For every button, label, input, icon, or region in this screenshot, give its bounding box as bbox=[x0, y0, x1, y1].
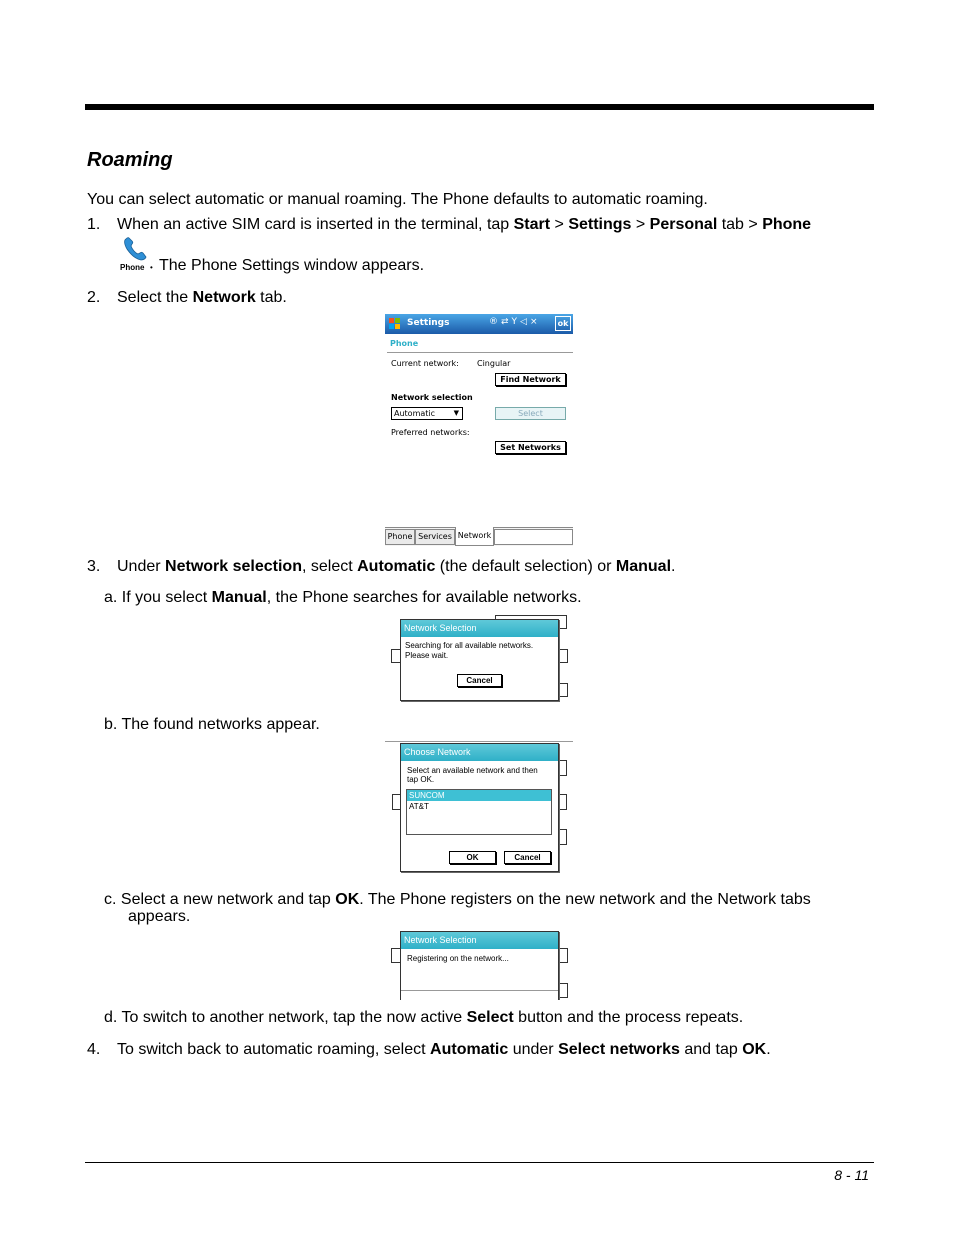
cancel-button[interactable]: Cancel bbox=[504, 851, 551, 864]
tab-network[interactable]: Network bbox=[455, 527, 494, 546]
registering-message: Registering on the network... bbox=[407, 954, 509, 963]
phone-section-label: Phone bbox=[390, 339, 419, 348]
bg-select-stub bbox=[558, 948, 568, 963]
step-4-number: 4. bbox=[87, 1041, 101, 1058]
ok-button[interactable]: OK bbox=[449, 851, 496, 864]
select-button[interactable]: Select bbox=[495, 407, 566, 420]
dialog-title: Network Selection bbox=[401, 932, 558, 949]
bg-setnet-stub bbox=[558, 983, 568, 998]
step-1-text: When an active SIM card is inserted in the terminal, tap Start > Settings > Personal tab > Phone bbox=[117, 216, 812, 233]
searching-message-1: Searching for all available networks. bbox=[405, 641, 534, 650]
instruction-line-1: Select an available network and then bbox=[407, 766, 538, 775]
substep-c-text-line2: appears. bbox=[128, 908, 191, 925]
tab-services[interactable]: Services bbox=[415, 529, 455, 545]
tab-phone[interactable]: Phone bbox=[385, 529, 415, 545]
searching-screenshot bbox=[388, 613, 572, 703]
chevron-down-icon: ▼ bbox=[453, 409, 459, 417]
phone-handset-icon bbox=[122, 236, 152, 262]
substep-c-text: c. Select a new network and tap OK. The Phone registers on the new network and the Network tabs bbox=[104, 891, 811, 908]
network-list bbox=[406, 789, 552, 835]
bg-setnet-stub bbox=[558, 683, 568, 697]
divider bbox=[387, 352, 573, 353]
instruction-line-2: tap OK. bbox=[407, 775, 435, 784]
bottom-rule bbox=[85, 1162, 874, 1163]
searching-message-2: Please wait. bbox=[405, 651, 449, 660]
list-item-suncom[interactable]: SUNCOM bbox=[407, 790, 551, 801]
settings-title: Settings bbox=[407, 318, 450, 328]
current-network-value: Cingular bbox=[477, 359, 511, 368]
substep-b-text: b. The found networks appear. bbox=[104, 716, 320, 733]
network-selection-dropdown[interactable]: Automatic ▼ bbox=[391, 407, 463, 420]
choose-network-screenshot bbox=[385, 740, 573, 874]
registering-screenshot bbox=[388, 928, 572, 1000]
step-3-number: 3. bbox=[87, 558, 101, 575]
choose-network-dialog bbox=[400, 743, 559, 872]
phone-icon-label: Phone bbox=[120, 263, 145, 272]
network-selection-label: Network selection bbox=[391, 393, 473, 402]
preferred-networks-label: Preferred networks: bbox=[391, 428, 470, 437]
network-selection-dialog bbox=[400, 619, 559, 701]
step-1-number: 1. bbox=[87, 216, 101, 233]
page-number: 8 - 11 bbox=[834, 1167, 869, 1183]
current-network-label: Current network: bbox=[391, 359, 459, 368]
settings-title-bar bbox=[385, 314, 573, 334]
dialog-title: Choose Network bbox=[401, 744, 558, 761]
tab-bar bbox=[385, 527, 573, 546]
intro-paragraph: You can select automatic or manual roaming. The Phone defaults to automatic roaming. bbox=[87, 191, 708, 208]
dialog-divider bbox=[401, 990, 558, 991]
find-network-button[interactable]: Find Network bbox=[495, 373, 566, 386]
phone-settings-screenshot bbox=[385, 314, 573, 546]
section-title: Roaming bbox=[87, 149, 173, 171]
step-2-text: Select the Network tab. bbox=[117, 289, 287, 306]
tab-bar-empty bbox=[494, 529, 573, 545]
step-2-number: 2. bbox=[87, 289, 101, 306]
bg-select-stub bbox=[558, 649, 568, 663]
phone-app-icon bbox=[118, 236, 156, 274]
phone-icon-dot: • bbox=[150, 263, 153, 272]
bg-divider bbox=[385, 741, 573, 742]
set-networks-button[interactable]: Set Networks bbox=[495, 441, 566, 454]
top-rule bbox=[85, 104, 874, 110]
substep-d-text: d. To switch to another network, tap the now active Select button and the process repeats. bbox=[104, 1009, 744, 1026]
cancel-button[interactable]: Cancel bbox=[457, 674, 502, 687]
ok-button[interactable]: ok bbox=[555, 316, 571, 331]
status-icons: ®⇄Y◁× bbox=[489, 317, 541, 327]
step-1-result: The Phone Settings window appears. bbox=[159, 257, 425, 274]
substep-a-text: a. If you select Manual, the Phone searches for available networks. bbox=[104, 589, 582, 606]
network-selection-dialog bbox=[400, 931, 559, 1000]
list-item-att[interactable]: AT&T bbox=[409, 802, 429, 811]
step-3-text: Under Network selection, select Automatic (the default selection) or Manual. bbox=[117, 558, 676, 575]
dialog-title: Network Selection bbox=[401, 620, 558, 637]
step-4-text: To switch back to automatic roaming, select Automatic under Select networks and tap OK. bbox=[117, 1041, 771, 1058]
windows-start-icon bbox=[388, 317, 402, 331]
